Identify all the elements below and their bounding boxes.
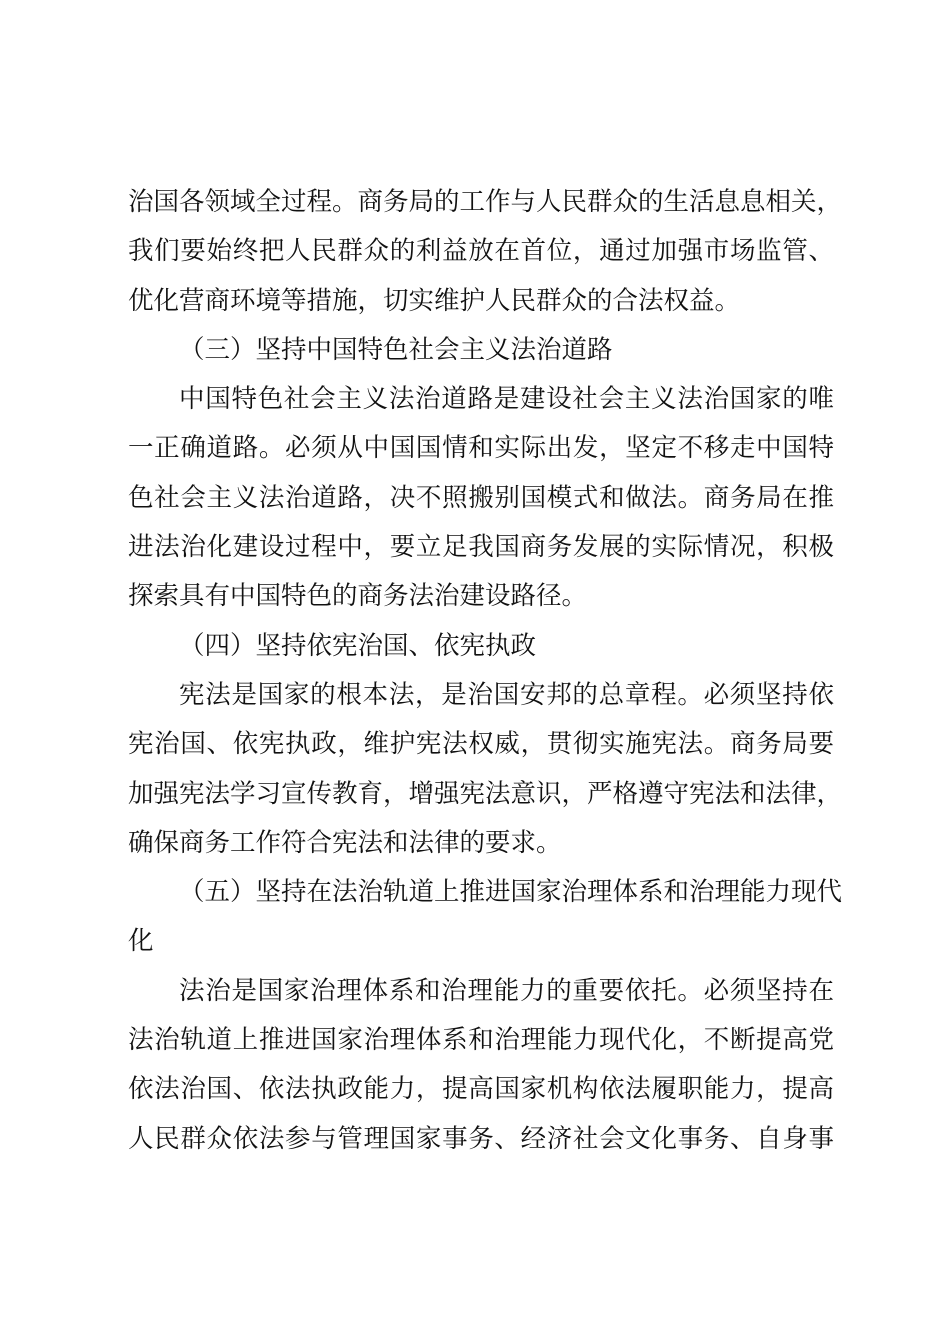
text-line: 法治是国家治理体系和治理能力的重要依托。必须坚持在 [179,975,834,1006]
text-line: 进法治化建设过程中，要立足我国商务发展的实际情况，积极 [128,532,834,563]
text-line: 加强宪法学习宣传教育，增强宪法意识，严格遵守宪法和法律， [128,778,843,809]
section-heading: （四）坚持依宪治国、依宪执政 [179,630,537,661]
text-line: 中国特色社会主义法治道路是建设社会主义法治国家的唯 [179,384,834,415]
section-heading: （三）坚持中国特色社会主义法治道路 [179,334,613,365]
document-body [128,178,843,1164]
text-line: 确保商务工作符合宪法和法律的要求。 [128,827,562,858]
section-heading: （五）坚持在法治轨道上推进国家治理体系和治理能力现代 [179,877,843,908]
text-line: 治国各领域全过程。商务局的工作与人民群众的生活息息相关， [128,187,843,217]
text-line: 法治轨道上推进国家治理体系和治理能力现代化，不断提高党 [128,1025,834,1056]
section-heading-continuation: 化 [128,926,154,957]
text-line: 一正确道路。必须从中国国情和实际出发，坚定不移走中国特 [128,433,834,464]
text-line: 优化营商环境等措施，切实维护人民群众的合法权益。 [128,285,741,316]
text-line: 宪治国、依宪执政，维护宪法权威，贯彻实施宪法。商务局要 [128,729,834,760]
text-line: 探索具有中国特色的商务法治建设路径。 [128,581,588,612]
text-line: 依法治国、依法执政能力，提高国家机构依法履职能力，提高 [128,1074,834,1105]
text-line: 我们要始终把人民群众的利益放在首位，通过加强市场监管、 [128,236,834,267]
text-line: 色社会主义法治道路，决不照搬别国模式和做法。商务局在推 [128,482,834,513]
text-line: 人民群众依法参与管理国家事务、经济社会文化事务、自身事 [128,1123,834,1154]
text-line: 宪法是国家的根本法，是治国安邦的总章程。必须坚持依 [179,679,834,710]
